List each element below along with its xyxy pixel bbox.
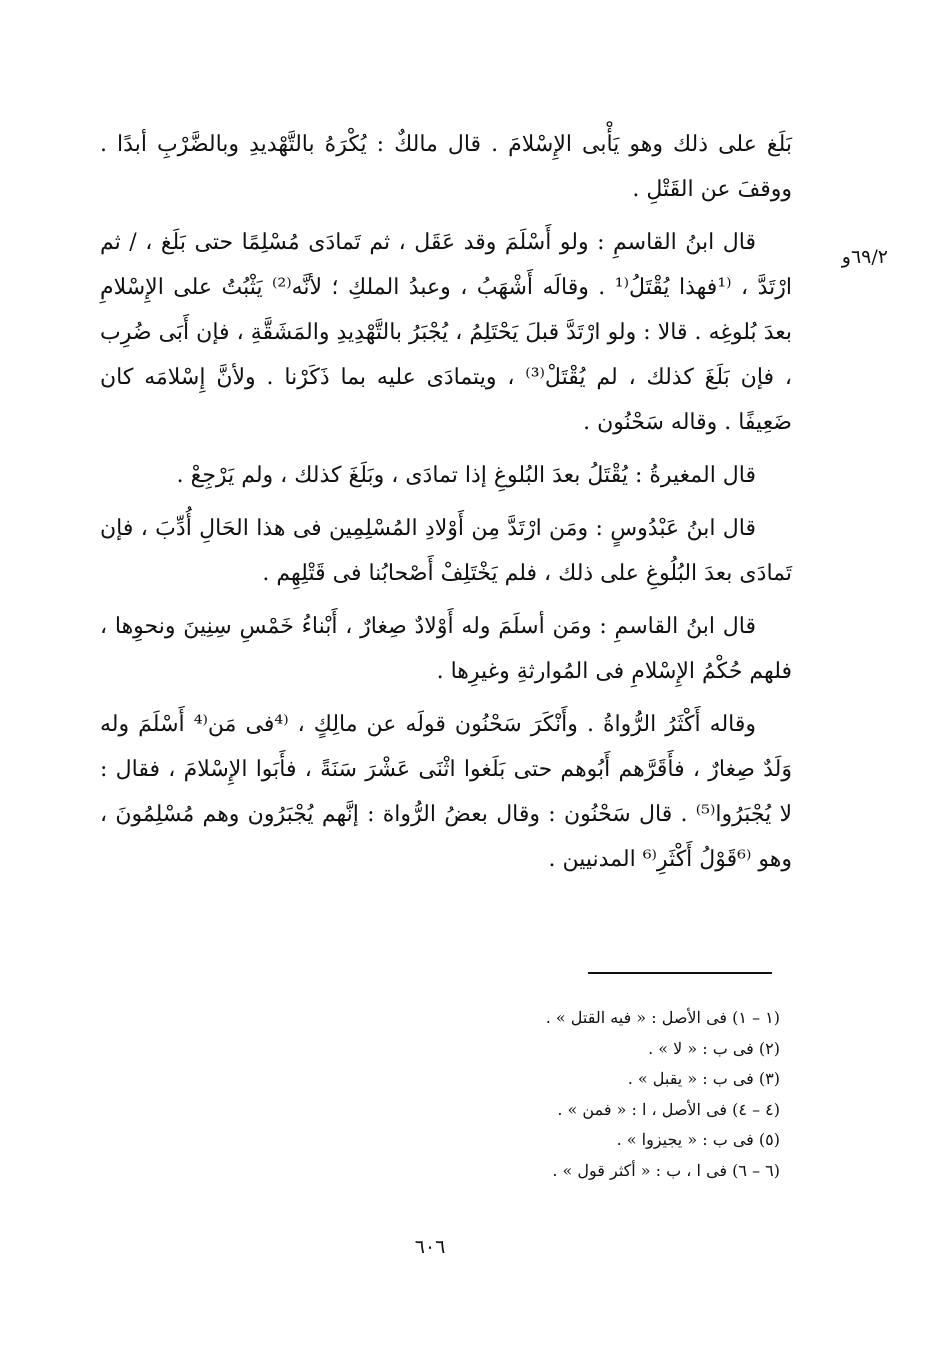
page-number: ٦٠٦ bbox=[414, 1236, 446, 1258]
paragraph: بَلَغ على ذلك وهو يَأْبى الإِسْلامَ . قال مالكٌ : يُكْرَهُ بالتَّهْديدِ وبالضَّرْبِ أبدًا . ووقفَ عن القَتْلِ . bbox=[100, 132, 792, 202]
footnote: (١ – ١) فى الأصل : « فيه القتل » . bbox=[545, 1008, 780, 1027]
folio-margin-note: ٦٩/٢و bbox=[841, 246, 888, 268]
footnote: (٢) فى ب : « لا » . bbox=[648, 1038, 780, 1058]
paragraph: قال المغيرةُ : يُقْتَلُ بعدَ البُلوغِ إذا تمادَى ، وبَلَغَ كذلك ، ولم يَرْجِعْ . bbox=[176, 463, 756, 488]
footnote-separator bbox=[588, 972, 772, 974]
footnote: (٤ – ٤) فى الأصل ، ا : « فمن » . bbox=[557, 1099, 780, 1119]
paragraph: قال ابنُ عَبْدُوسٍ : ومَن ارْتَدَّ مِن أَوْلادِ المُسْلِمِين فى هذا الحَالِ أُدِّبَ ، فإن تَمادَى بعدَ البُلُوغِ على ذلك ، فلم يَخْتَلِفْ أَصْحابُنا فى قَتْلِهِم . bbox=[100, 516, 792, 586]
paragraph: قال ابنُ القاسمِ : ولو أَسْلَمَ وقد عَقَل ، ثم تَمادَى مُسْلِمًا حتى بَلَغ ، / ثم ارْتَدَّ ، ⁽¹فهذا يُقْتَلُ⁽¹ . وقالَه أَشْهَبُ ، وعبدُ الملكِ ؛ لأنَّه⁽²⁾ يَثْبُتُ على الإِسْلامِ بعدَ بُلوغِه . قالا : ولو ارْتَدَّ قبلَ يَحْتَلِمُ ، يُجْبَرُ بالتَّهْدِيدِ والمَشَقَّةِ ، فإن أَبَى ضُرِب ، فإن بَلَغَ كذلك ، لم يُقْتَلْ⁽³⁾ ، ويتمادَى عليه بما ذَكَرْنا . ولأنَّ إِسْلامَه كان ضَعِيفًا . وقاله سَحْنُون . bbox=[100, 230, 793, 435]
paragraph: وقاله أَكْثَرُ الرُّواةُ . وأَنْكَرَ سَحْنُون قولَه عن مالِكٍ ، ⁽⁴فى مَن⁽⁴ أَسْلَمَ وله وَلَدٌ صِغارٌ ، فأَقَرَّهم أَبُوهم حتى بَلَغوا اثْنَى عَشْرَ سَنَةً ، فأَبَوا الإِسْلامَ ، فقال : لا يُجْبَرُوا⁽⁵⁾ . قال سَحْنُون : وقال بعضُ الرُّواة : إنَّهم يُجْبَرُون وهم مُسْلِمُونَ ، وهو ⁽⁶قَوْلُ أَكْثَرِ⁽⁶ المدنيين . bbox=[100, 712, 792, 872]
paragraph: قال ابنُ القاسمِ : ومَن أسلَمَ وله أَوْلادٌ صِغارٌ ، أَبْناءُ خَمْسِ سِنِينَ ونحوِها ، فلهم حُكْمُ الإِسْلامِ فى المُوارثةِ وغيرِها . bbox=[100, 614, 792, 684]
footnotes bbox=[360, 1003, 780, 1186]
main-text bbox=[100, 122, 792, 890]
footnote: (٦ – ٦) فى ا ، ب : « أكثر قول » . bbox=[552, 1160, 780, 1180]
footnote: (٥) فى ب : « يجيزوا » . bbox=[616, 1130, 780, 1149]
footnote: (٣) فى ب : « يقبل » . bbox=[627, 1069, 780, 1088]
